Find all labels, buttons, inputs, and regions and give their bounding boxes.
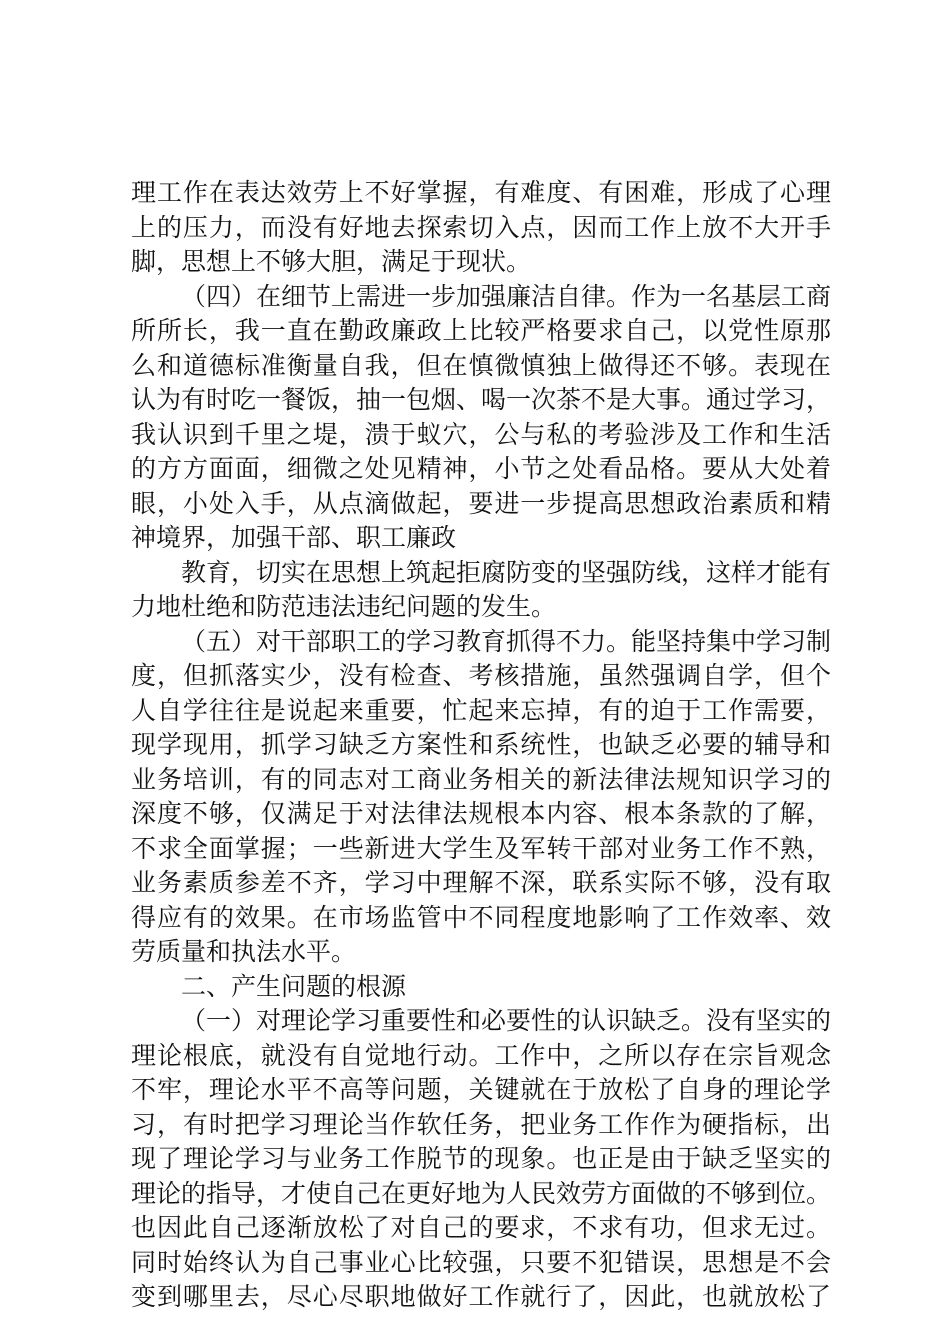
text-line: 所所长，我一直在勤政廉政上比较严格要求自己，以党性原那	[131, 316, 831, 345]
text-line: 同时始终认为自己事业心比较强，只要不犯错误，思想是不会	[131, 1247, 831, 1277]
text-line: 力地杜绝和防范违法违纪问题的发生。	[131, 592, 557, 621]
text-line: 度，但抓落实少，没有检查、考核措施，虽然强调自学，但个	[131, 661, 831, 690]
text-line: 现了理论学习与业务工作脱节的现象。也正是由于缺乏坚实的	[131, 1144, 831, 1173]
text-line: （四）在细节上需进一步加强廉洁自律。作为一名基层工商	[181, 281, 831, 311]
text-line: 变到哪里去，尽心尽职地做好工作就行了，因此，也就放松了	[131, 1282, 831, 1311]
text-line: 现学现用，抓学习缺乏方案性和系统性，也缺乏必要的辅导和	[131, 730, 831, 759]
section-heading: 二、产生问题的根源	[181, 971, 407, 1001]
text-line: 理论的指导，才使自己在更好地为人民效劳方面做的不够到位。	[131, 1178, 831, 1208]
text-line: 人自学往往是说起来重要，忙起来忘掉，有的迫于工作需要，	[131, 695, 831, 725]
text-line: （一）对理论学习重要性和必要性的认识缺乏。没有坚实的	[181, 1006, 831, 1035]
text-line: 么和道德标准衡量自我，但在慎微慎独上做得还不够。表现在	[131, 350, 831, 380]
text-line: 眼，小处入手，从点滴做起，要进一步提高思想政治素质和精	[131, 488, 831, 518]
text-line: 我认识到千里之堤，溃于蚁穴，公与私的考验涉及工作和生活	[131, 419, 831, 449]
text-line: 习，有时把学习理论当作软任务，把业务工作作为硬指标，出	[131, 1109, 831, 1139]
text-line: 脚，思想上不够大胆，满足于现状。	[131, 247, 532, 276]
text-line: 教育，切实在思想上筑起拒腐防变的坚强防线，这样才能有	[181, 557, 831, 587]
text-line: 业务培训，有的同志对工商业务相关的新法律法规知识学习的	[131, 764, 831, 794]
text-line: 理工作在表达效劳上不好掌握，有难度、有困难，形成了心理	[131, 178, 831, 207]
text-line: 得应有的效果。在市场监管中不同程度地影响了工作效率、效	[131, 902, 831, 932]
text-line: 上的压力，而没有好地去探索切入点，因而工作上放不大开手	[131, 212, 831, 242]
text-line: 也因此自己逐渐放松了对自己的要求，不求有功，但求无过。	[131, 1213, 831, 1242]
text-line: 神境界，加强干部、职工廉政	[131, 523, 457, 552]
text-line: 的方方面面，细微之处见精神，小节之处看品格。要从大处着	[131, 454, 831, 483]
body-text	[131, 176, 831, 1315]
text-line: 劳质量和执法水平。	[131, 937, 357, 966]
text-line: 不求全面掌握；一些新进大学生及军转干部对业务工作不熟，	[131, 833, 831, 863]
text-line: 业务素质参差不齐，学习中理解不深，联系实际不够，没有取	[131, 868, 831, 897]
text-line: 认为有时吃一餐饭，抽一包烟、喝一次茶不是大事。通过学习，	[131, 385, 831, 414]
text-line: （五）对干部职工的学习教育抓得不力。能坚持集中学习制	[181, 626, 831, 656]
text-line: 深度不够，仅满足于对法律法规根本内容、根本条款的了解，	[131, 799, 831, 828]
text-line: 理论根底，就没有自觉地行动。工作中，之所以存在宗旨观念	[131, 1040, 831, 1070]
text-line: 不牢，理论水平不高等问题，关键就在于放松了自身的理论学	[131, 1075, 831, 1104]
